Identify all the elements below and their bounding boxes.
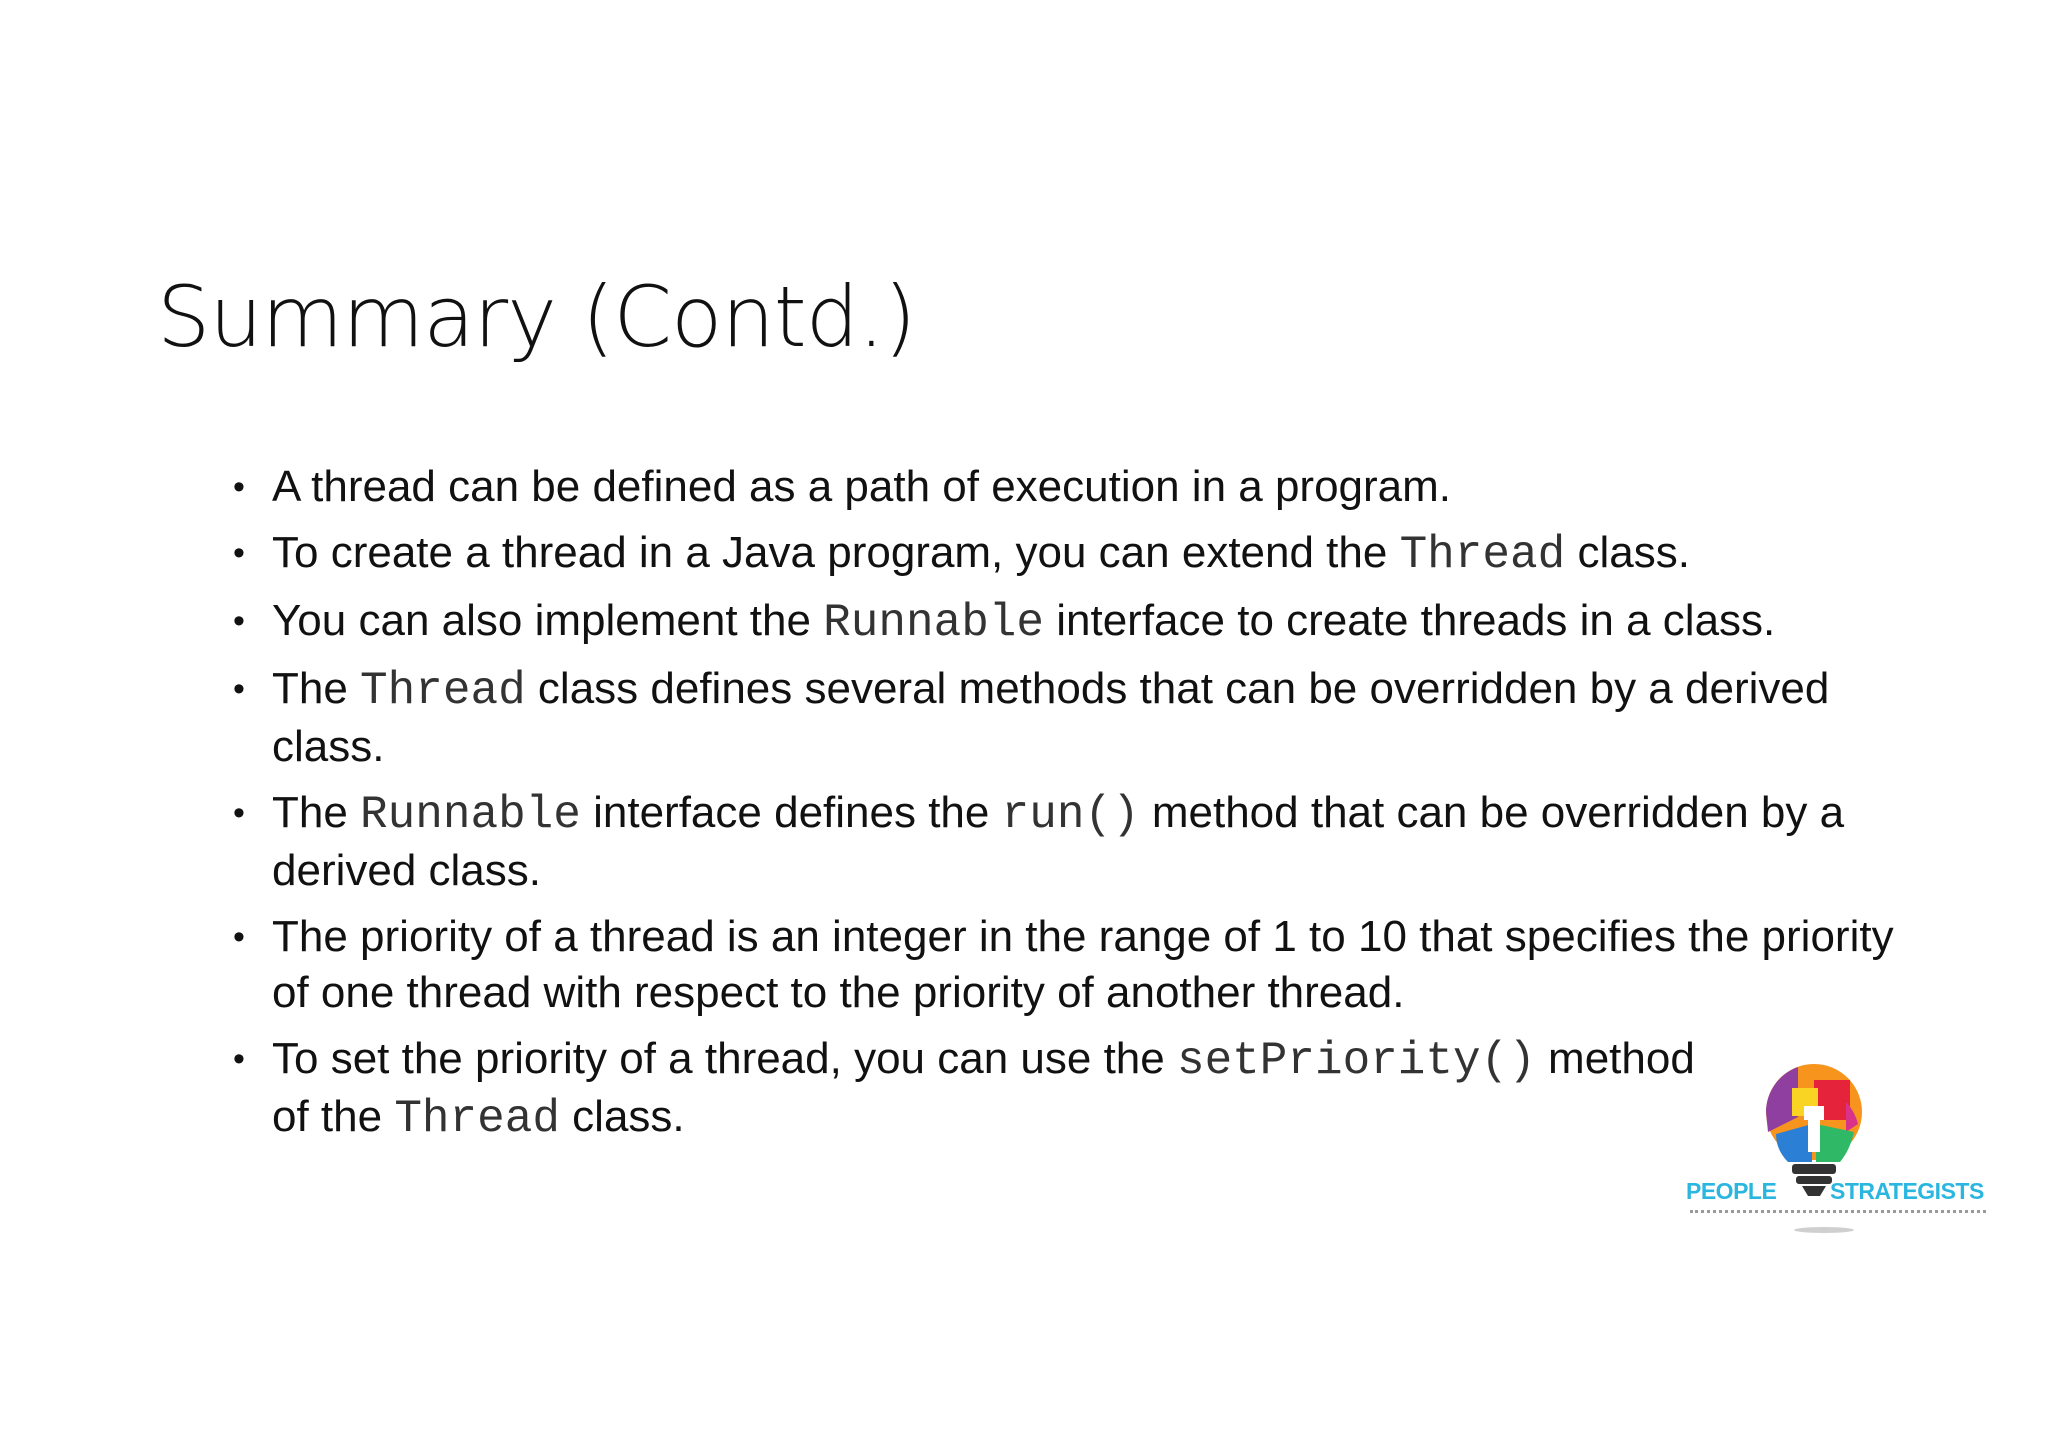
code-token: Thread bbox=[1399, 529, 1566, 581]
bullet-text: The bbox=[272, 788, 361, 837]
bullet-item bbox=[233, 459, 1912, 515]
bullet-text: class defines several methods that can be overridden by a derived class. bbox=[272, 664, 1830, 771]
bullet-text: method of the bbox=[272, 1034, 1695, 1141]
people-strategists-logo bbox=[1682, 1062, 1992, 1242]
bullet-item bbox=[233, 525, 1912, 583]
logo-word-left: PEOPLE bbox=[1686, 1178, 1777, 1204]
logo-word-right: STRATEGISTS bbox=[1830, 1178, 1984, 1204]
bullet-marker: • bbox=[233, 468, 245, 506]
bullet-text: The priority of a thread is an integer in the range of 1 to 10 that specifies the priority of one thread with respect to the priority of another thread. bbox=[272, 912, 1894, 1017]
bullet-text: interface defines the bbox=[580, 788, 1002, 837]
bullet-item bbox=[233, 785, 1912, 899]
bullet-list bbox=[233, 459, 1912, 1157]
code-token: Thread bbox=[360, 665, 526, 717]
bullet-text: To set the priority of a thread, you can use the bbox=[272, 1034, 1177, 1083]
bullet-marker: • bbox=[233, 534, 245, 572]
bullet-text: You can also implement the bbox=[272, 596, 824, 645]
bullet-text: interface to create threads in a class. bbox=[1044, 596, 1776, 645]
bullet-marker: • bbox=[233, 794, 245, 832]
bullet-marker: • bbox=[233, 602, 245, 640]
logo-tagline bbox=[1690, 1210, 1986, 1217]
bullet-marker: • bbox=[233, 1040, 245, 1078]
code-token: setPriority() bbox=[1176, 1035, 1536, 1087]
bullet-text: The bbox=[272, 664, 361, 713]
bullet-item bbox=[233, 661, 1912, 775]
bullet-item bbox=[233, 909, 1912, 1021]
slide-title: Summary (Contd.) bbox=[157, 268, 916, 366]
code-token: Runnable bbox=[823, 597, 1045, 649]
code-token: Thread bbox=[394, 1093, 560, 1145]
bullet-item bbox=[233, 593, 1912, 651]
logo-shadow bbox=[1794, 1227, 1854, 1233]
bullet-text: class. bbox=[559, 1092, 685, 1141]
bullet-item bbox=[233, 1031, 1712, 1147]
bullet-marker: • bbox=[233, 918, 245, 956]
code-token: Runnable bbox=[360, 789, 581, 841]
bullet-text: To create a thread in a Java program, you can extend the bbox=[272, 528, 1400, 577]
bullet-text: class. bbox=[1565, 528, 1690, 577]
bullet-text: method that can be overridden by a derived class. bbox=[272, 788, 1845, 895]
bullet-marker: • bbox=[233, 670, 245, 708]
bullet-text: A thread can be defined as a path of execution in a program. bbox=[272, 462, 1452, 511]
code-token: run() bbox=[1001, 789, 1140, 841]
